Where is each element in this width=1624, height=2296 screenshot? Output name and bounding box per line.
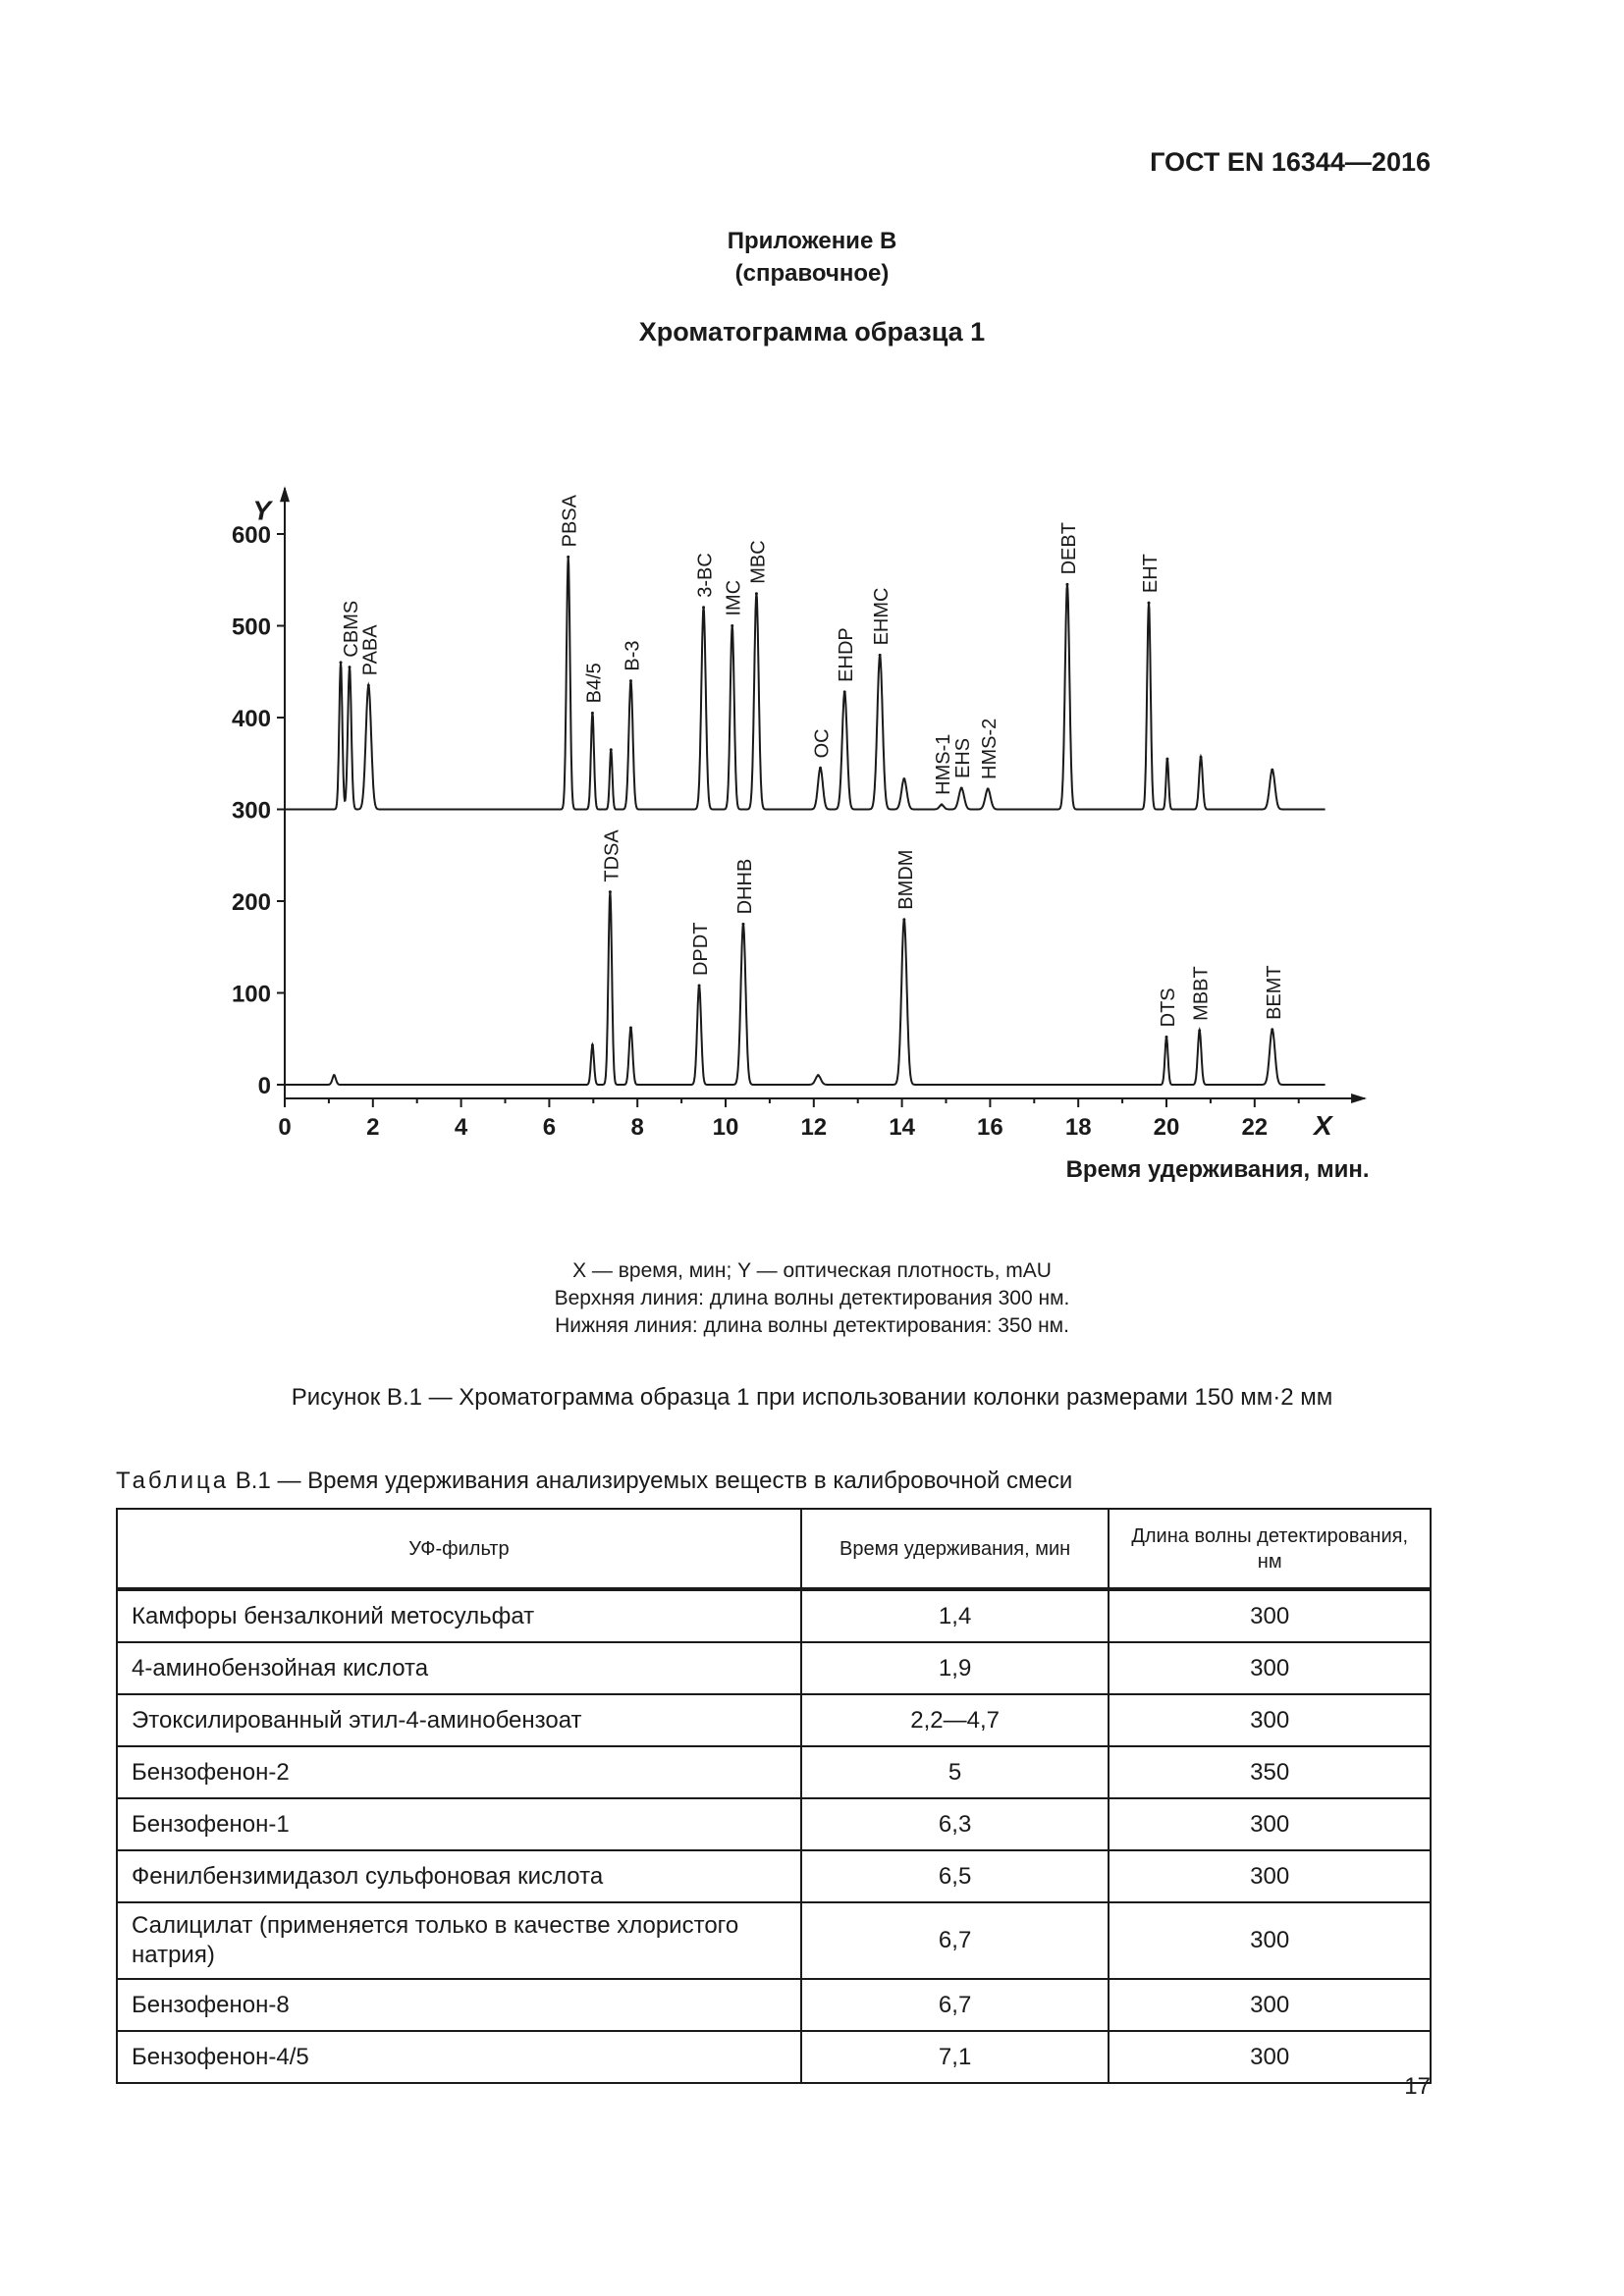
y-tick-label: 400: [231, 706, 271, 732]
x-tick-label: 14: [889, 1114, 915, 1142]
header-wavelength: Длина волны детектирования, нм: [1109, 1509, 1431, 1589]
peak-label: DEBT: [1057, 522, 1080, 575]
y-tick-label: 100: [231, 981, 271, 1008]
peak-apex: [1271, 769, 1273, 772]
x-tick-label: 18: [1064, 1114, 1092, 1142]
x-tick-label: 20: [1153, 1114, 1180, 1142]
cell-wavelength: 300: [1109, 1798, 1431, 1850]
peak-label: TDSA: [601, 829, 623, 882]
peak-label: DHHB: [733, 858, 756, 915]
cell-time: 5: [801, 1746, 1110, 1798]
peak-apex: [1200, 756, 1203, 759]
peak-label: DTS: [1158, 988, 1179, 1028]
chromatogram-chart: [0, 422, 1624, 1207]
legend-axes-line: X — время, мин; Y — оптическая плотность, mAU: [572, 1259, 1052, 1282]
cell-time: 6,3: [801, 1798, 1110, 1850]
document-id: ГОСТ EN 16344—2016: [1150, 147, 1431, 177]
peak-label: HMS-2: [979, 718, 1001, 779]
cell-wavelength: 300: [1109, 1694, 1431, 1746]
peak-label: EHDP: [836, 627, 858, 682]
x-tick-label: 16: [977, 1114, 1003, 1142]
peak-label: EHMC: [871, 587, 893, 646]
peak-label: B4/5: [583, 663, 606, 704]
cell-wavelength: 300: [1109, 2031, 1431, 2083]
peak-label: B-3: [622, 640, 644, 671]
cell-filter: Фенилбензимидазол сульфоновая кислота: [117, 1850, 801, 1902]
peak-apex: [340, 661, 343, 664]
peak-apex: [629, 1027, 632, 1030]
peak-apex: [817, 1074, 820, 1077]
x-tick-label: 6: [542, 1114, 557, 1142]
x-tick-label: 4: [454, 1114, 468, 1142]
table-row: [117, 1798, 1431, 1850]
y-tick-label: 200: [231, 889, 271, 916]
peak-apex: [349, 666, 352, 668]
peak-apex: [702, 606, 705, 609]
table-row: [117, 1642, 1431, 1694]
cell-time: 7,1: [801, 2031, 1110, 2083]
table-header-row: [117, 1509, 1431, 1589]
peak-label: EHS: [952, 737, 975, 778]
peak-label: IMC: [723, 579, 745, 616]
peak-label: BMDM: [894, 849, 917, 910]
peak-label: BEMT: [1263, 965, 1285, 1020]
cell-filter: Салицилат (применяется только в качестве хлористого натрия): [117, 1902, 801, 1979]
table-row: [117, 1902, 1431, 1979]
peak-label: EHT: [1140, 554, 1163, 594]
peak-apex: [1148, 602, 1151, 605]
table-row: [117, 1694, 1431, 1746]
appendix-title: Приложение В: [727, 228, 897, 254]
cell-wavelength: 350: [1109, 1746, 1431, 1798]
peak-label: HMS-1: [933, 733, 955, 795]
cell-filter: Бензофенон-8: [117, 1979, 801, 2031]
x-tick-label: 10: [712, 1114, 739, 1142]
peak-apex: [960, 786, 963, 789]
page-number: 17: [1404, 2073, 1431, 2100]
peak-label: PABA: [359, 624, 382, 676]
peak-apex: [731, 624, 733, 627]
peak-label: MBBT: [1190, 966, 1213, 1021]
peak-apex: [879, 654, 882, 657]
cell-time: 6,7: [801, 1979, 1110, 2031]
table-caption: [116, 1468, 1072, 1495]
table-row: [117, 1850, 1431, 1902]
cell-filter: Бензофенон-1: [117, 1798, 801, 1850]
x-tick-label: 2: [366, 1114, 380, 1142]
peak-apex: [1165, 1036, 1168, 1039]
peak-apex: [741, 923, 744, 926]
table-row: [117, 1589, 1431, 1642]
cell-time: 6,5: [801, 1850, 1110, 1902]
section-title: Хроматограмма образца 1: [638, 317, 986, 347]
peak-apex: [941, 803, 944, 806]
peak-label: MBC: [747, 540, 770, 584]
peak-label: DPDT: [690, 922, 713, 977]
table-row: [117, 2031, 1431, 2083]
peak-apex: [1065, 583, 1068, 586]
appendix-subtitle: (справочное): [734, 260, 890, 287]
figure-legend: [0, 1257, 1624, 1340]
peak-label: CBMS: [341, 600, 363, 658]
y-tick-label: 0: [257, 1073, 271, 1099]
x-tick-label: 22: [1241, 1114, 1269, 1142]
peak-apex: [755, 592, 758, 595]
peak-apex: [1165, 758, 1168, 761]
x-axis-label: X: [1314, 1110, 1332, 1142]
cell-filter: Этоксилированный этил-4-аминобензоат: [117, 1694, 801, 1746]
cell-wavelength: 300: [1109, 1850, 1431, 1902]
retention-time-table: [116, 1508, 1432, 2084]
peak-apex: [567, 556, 569, 559]
peak-apex: [1198, 1029, 1201, 1032]
trace-upper-300nm: [285, 557, 1326, 809]
table-caption-prefix: Таблица: [116, 1468, 230, 1494]
x-tick-label: 8: [630, 1114, 644, 1142]
peak-apex: [902, 777, 905, 780]
cell-filter: Бензофенон-4/5: [117, 2031, 801, 2083]
y-tick-label: 300: [231, 797, 271, 825]
legend-upper-line: Верхняя линия: длина волны детектирования 300 нм.: [554, 1287, 1070, 1309]
cell-wavelength: 300: [1109, 1642, 1431, 1694]
cell-filter: Камфоры бензалконий метосульфат: [117, 1589, 801, 1642]
peak-apex: [610, 748, 613, 751]
cell-filter: 4-аминобензойная кислота: [117, 1642, 801, 1694]
peak-apex: [1271, 1028, 1273, 1031]
y-axis-arrow: [280, 486, 290, 502]
cell-time: 6,7: [801, 1902, 1110, 1979]
header-retention-time: Время удерживания, мин: [801, 1509, 1110, 1589]
y-tick-label: 500: [231, 614, 271, 641]
x-axis-arrow: [1351, 1094, 1367, 1103]
cell-time: 1,9: [801, 1642, 1110, 1694]
peak-apex: [629, 679, 632, 682]
peak-label: OC: [811, 728, 834, 759]
peak-apex: [591, 712, 594, 715]
peak-apex: [698, 985, 701, 988]
peak-apex: [819, 767, 822, 770]
peak-apex: [333, 1074, 336, 1077]
peak-apex: [609, 890, 612, 893]
cell-wavelength: 300: [1109, 1902, 1431, 1979]
cell-filter: Бензофенон-2: [117, 1746, 801, 1798]
peak-label: PBSA: [559, 495, 581, 548]
peak-apex: [591, 1043, 594, 1046]
figure-caption: Рисунок В.1 — Хроматограмма образца 1 при использовании колонки размерами 150 мм·2 мм: [291, 1384, 1333, 1411]
appendix-heading: [0, 225, 1624, 290]
peak-apex: [902, 918, 905, 921]
cell-wavelength: 300: [1109, 1979, 1431, 2031]
x-tick-label: 12: [800, 1114, 828, 1142]
table-row: [117, 1979, 1431, 2031]
peak-apex: [843, 690, 846, 693]
cell-time: 1,4: [801, 1589, 1110, 1642]
cell-wavelength: 300: [1109, 1589, 1431, 1642]
y-tick-label: 600: [231, 522, 271, 549]
y-axis-label: Y: [252, 495, 271, 526]
x-axis-title: Время удерживания, мин.: [1065, 1156, 1370, 1184]
peak-apex: [987, 787, 990, 790]
cell-time: 2,2—4,7: [801, 1694, 1110, 1746]
table-row: [117, 1746, 1431, 1798]
header-uv-filter: УФ-фильтр: [117, 1509, 801, 1589]
x-tick-label: 0: [278, 1114, 292, 1142]
peak-apex: [367, 684, 370, 687]
table-caption-text: В.1 — Время удерживания анализируемых веществ в калибровочной смеси: [235, 1468, 1073, 1494]
peak-label: 3-BC: [694, 553, 717, 598]
legend-lower-line: Нижняя линия: длина волны детектирования: 350 нм.: [555, 1314, 1069, 1337]
